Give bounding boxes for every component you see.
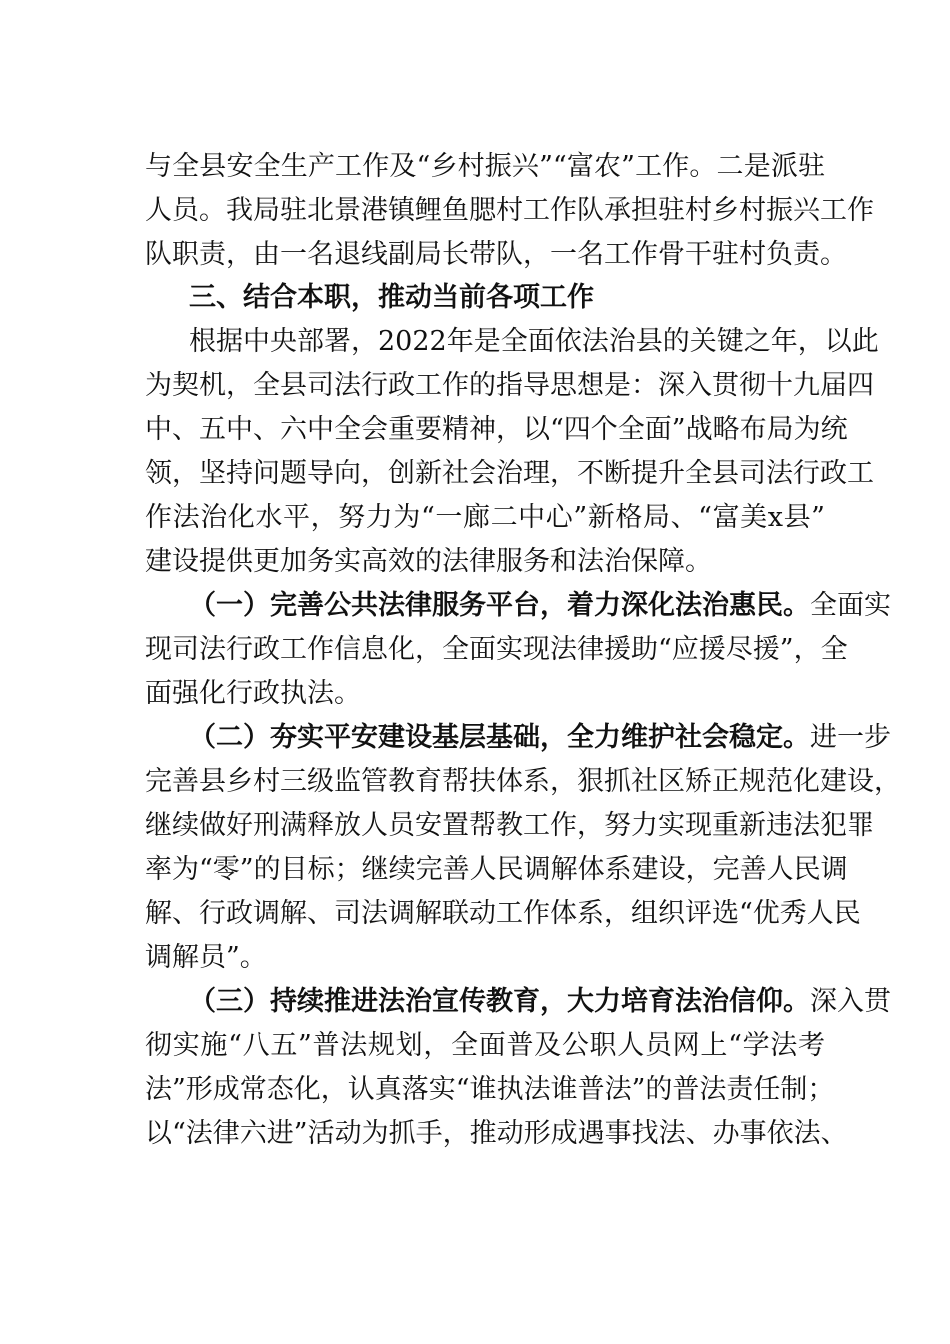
- text-line: [145, 980, 891, 1024]
- text-line: 为契机，全县司法行政工作的指导思想是：深入贯彻十九届四: [145, 370, 874, 401]
- text-line: 与全县安全生产工作及“乡村振兴”“富农”工作。二是派驻: [145, 151, 825, 182]
- text-line: 调解员”。: [145, 942, 267, 973]
- text-run: 深入贯: [810, 986, 891, 1017]
- text-line: 人员。我局驻北景港镇鲤鱼腮村工作队承担驻村乡村振兴工作: [145, 195, 874, 226]
- text-line: [145, 584, 891, 628]
- text-line: 完善县乡村三级监管教育帮扶体系，狠抓社区矫正规范化建设，: [145, 766, 901, 797]
- text-line: 继续做好刑满释放人员安置帮教工作，努力实现重新违法犯罪: [145, 810, 874, 841]
- text-line: 建设提供更加务实高效的法律服务和法治保障。: [145, 546, 712, 577]
- text-line: 根据中央部署，2022年是全面依法治县的关键之年，以此: [189, 326, 879, 357]
- text-line: 作法治化水平，努力为“一廊二中心”新格局、“富美x县”: [145, 502, 825, 533]
- text-run: 全面实: [810, 590, 891, 621]
- text-line: 解、行政调解、司法调解联动工作体系，组织评选“优秀人民: [145, 898, 861, 929]
- subsection-title: （二）夯实平安建设基层基础，全力维护社会稳定。: [189, 722, 810, 753]
- text-line: 彻实施“八五”普法规划，全面普及公职人员网上“学法考: [145, 1030, 825, 1061]
- text-line: 面强化行政执法。: [145, 678, 361, 709]
- text-line: 法”形成常态化，认真落实“谁执法谁普法”的普法责任制；: [145, 1074, 835, 1105]
- text-line: [145, 716, 891, 760]
- text-run: 进一步: [810, 722, 891, 753]
- text-line: 领，坚持问题导向，创新社会治理，不断提升全县司法行政工: [145, 458, 874, 489]
- text-line: 率为“零”的目标；继续完善人民调解体系建设，完善人民调: [145, 854, 848, 885]
- section-heading: 三、结合本职，推动当前各项工作: [189, 282, 594, 313]
- text-line: 队职责，由一名退线副局长带队，一名工作骨干驻村负责。: [145, 239, 847, 270]
- subsection-title: （一）完善公共法律服务平台，着力深化法治惠民。: [189, 590, 810, 621]
- text-line: 以“法律六进”活动为抓手，推动形成遇事找法、办事依法、: [145, 1118, 848, 1149]
- subsection-title: （三）持续推进法治宣传教育，大力培育法治信仰。: [189, 986, 810, 1017]
- text-line: 现司法行政工作信息化，全面实现法律援助“应援尽援”，全: [145, 634, 848, 665]
- text-line: 中、五中、六中全会重要精神，以“四个全面”战略布局为统: [145, 414, 848, 445]
